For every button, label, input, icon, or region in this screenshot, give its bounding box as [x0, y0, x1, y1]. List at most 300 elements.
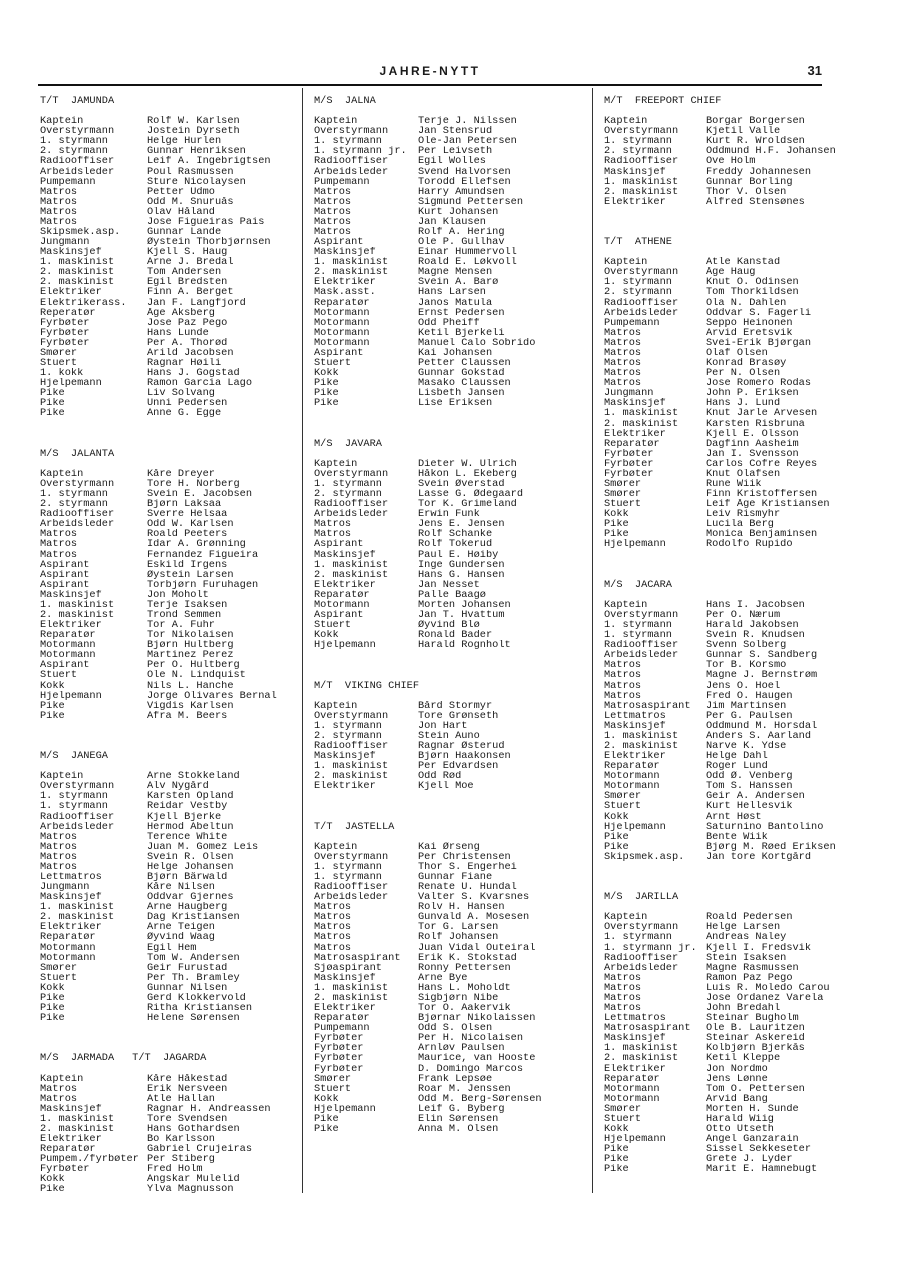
crew-name: Gunnar Gokstad [418, 368, 505, 379]
crew-role: 1. maskinist [604, 176, 679, 187]
crew-role: Pike [40, 388, 65, 399]
crew-name: Jan T. Hvattum [418, 609, 505, 621]
crew-row [40, 620, 302, 630]
crew-role: 1. styrmann [314, 872, 382, 883]
crew-name: Jorge Olivares Bernal [147, 690, 277, 701]
crew-role: Maskinsjef [604, 720, 666, 731]
crew-name: Roald E. Løkvoll [418, 257, 517, 268]
crew-row [604, 842, 900, 852]
crew-row [314, 761, 596, 771]
crew-row [40, 207, 302, 217]
title-spacer [604, 247, 900, 257]
crew-role: Matrosaspirant [604, 700, 691, 711]
crew-name: Jens E. Jensen [418, 519, 505, 530]
crew-name: Roald Pedersen [706, 912, 793, 923]
crew-row [604, 489, 900, 499]
crew-row [314, 741, 596, 751]
crew-role: Pumpem./fyrbøter [40, 1154, 139, 1165]
crew-row [604, 650, 900, 660]
crew-name: Olav Håland [147, 206, 215, 217]
crew-name: Svenn Solberg [706, 640, 787, 651]
crew-name: Gunnar S. Sandberg [706, 650, 818, 661]
crew-name: Leif A. Ingebrigtsen [147, 156, 271, 167]
crew-name: Alv Nygård [147, 781, 209, 792]
crew-name: Tore H. Norberg [147, 478, 240, 490]
crew-name: Leif Åge Kristiansen [706, 499, 830, 510]
crew-role: 1. styrmann [604, 630, 672, 641]
crew-role: Reparatør [40, 932, 96, 943]
crew-role: Motormann [314, 307, 370, 318]
crew-row [314, 701, 596, 711]
crew-row [604, 1124, 900, 1134]
ship-name: M/S JACARA [604, 578, 672, 591]
crew-role: 1. maskinist [604, 408, 679, 419]
crew-name: Tor K. Grimeland [418, 499, 517, 510]
crew-role: Fyrbøter [40, 337, 90, 348]
crew-row [40, 650, 302, 660]
crew-row [314, 932, 596, 942]
title-spacer [40, 459, 302, 469]
crew-role: Overstyrmann [314, 126, 389, 137]
crew-row [314, 721, 596, 731]
crew-name: Stein Isaksen [706, 952, 787, 963]
crew-role: Motormann [40, 942, 96, 953]
crew-name: Bjørn Hultberg [147, 640, 234, 651]
crew-row [314, 570, 596, 580]
crew-row [40, 983, 302, 993]
crew-row [604, 640, 900, 650]
crew-role: Pike [604, 1144, 629, 1155]
crew-name: Morten H. Sunde [706, 1103, 799, 1114]
crew-role: Kokk [40, 982, 65, 993]
crew-role: Overstyrmann [314, 851, 389, 862]
ship-name: M/S JANEGA [40, 750, 108, 763]
crew-name: Bente Wiik [706, 831, 768, 842]
crew-row [604, 741, 900, 751]
crew-name: Fernandez Figueira [147, 549, 259, 560]
crew-name: Gunnar Fiane [418, 872, 493, 883]
crew-role: Motormann [604, 781, 660, 792]
publication-title: JAHRE-NYTT [379, 64, 481, 78]
crew-row [40, 126, 302, 136]
crew-role: Arbeidsleder [314, 509, 389, 520]
crew-row [604, 298, 900, 308]
crew-role: Motormann [604, 771, 660, 782]
crew-role: Skipsmek.asp. [604, 851, 685, 862]
crew-row [40, 781, 302, 791]
crew-role: Matros [40, 196, 78, 207]
crew-name: Jan Klausen [418, 216, 486, 228]
crew-role: Matros [314, 942, 352, 953]
crew-role: Kaptein [40, 771, 84, 782]
crew-row [604, 973, 900, 983]
crew-role: Matros [604, 690, 642, 701]
crew-name: Rolf Schanke [418, 529, 493, 540]
crew-name: Gunnar Henriksen [147, 146, 246, 157]
crew-name: Bjørg M. Røed Eriksen [706, 841, 836, 852]
crew-row [40, 499, 302, 509]
crew-name: Jens O. Hoel [706, 680, 781, 691]
crew-row [604, 519, 900, 529]
crew-name: Fred Holm [147, 1164, 203, 1175]
crew-name: Odd S. Olsen [418, 1023, 493, 1034]
crew-name: Hans J. Gogstad [147, 368, 240, 379]
crew-row [604, 993, 900, 1003]
crew-name: Thor V. Olsen [706, 186, 787, 197]
crew-role: Matros [604, 378, 642, 389]
crew-role: Arbeidsleder [40, 821, 115, 832]
ship-name: T/T JASTELLA [314, 820, 395, 833]
crew-name: Sissel Sekkeseter [706, 1144, 812, 1155]
crew-role: Matros [314, 912, 352, 923]
crew-name: Steinar Bugholm [706, 1013, 799, 1024]
crew-row [604, 348, 900, 358]
crew-row [604, 1013, 900, 1023]
crew-row [40, 509, 302, 519]
crew-row [604, 459, 900, 469]
crew-name: Sigbjørn Nibe [418, 992, 499, 1004]
crew-row [40, 822, 302, 832]
crew-row [40, 801, 302, 811]
crew-name: Arild Jacobsen [147, 347, 234, 359]
crew-role: 2. styrmann [40, 146, 108, 157]
crew-row [604, 620, 900, 630]
crew-row [604, 1053, 900, 1063]
crew-row [604, 1043, 900, 1053]
crew-name: Carlos Cofre Reyes [706, 458, 818, 469]
crew-name: Sverre Helsaa [147, 509, 228, 520]
crew-name: Terje J. Nilssen [418, 116, 517, 127]
crew-role: Aspirant [314, 609, 364, 621]
crew-row [604, 812, 900, 822]
crew-row [314, 539, 596, 549]
crew-role: Elektriker [314, 579, 376, 590]
crew-role: Matros [40, 851, 78, 862]
crew-name: Magne J. Bernstrøm [706, 670, 818, 681]
crew-name: Jan Stensrud [418, 126, 493, 137]
crew-role: Jungmann [604, 388, 654, 399]
crew-role: Overstyrmann [604, 609, 679, 621]
crew-row [604, 922, 900, 932]
title-spacer [314, 691, 596, 701]
crew-row [40, 388, 302, 398]
crew-name: Ronald Bader [418, 630, 493, 641]
crew-role: Aspirant [40, 660, 90, 671]
crew-role: Matros [40, 186, 78, 197]
crew-role: 1. styrmann [314, 861, 382, 873]
ship-title [314, 681, 596, 691]
crew-role: Pike [40, 992, 65, 1004]
crew-name: Helge Dahl [706, 751, 768, 762]
crew-row [40, 408, 302, 418]
crew-name: Seppo Heinonen [706, 317, 793, 328]
crew-role: Pike [40, 1003, 65, 1014]
crew-role: 2. maskinist [604, 418, 679, 429]
crew-role: Reparatør [604, 761, 660, 772]
crew-name: Ramon Paz Pego [706, 972, 793, 983]
crew-role: Overstyrmann [314, 468, 389, 479]
crew-role: Matros [40, 1093, 78, 1104]
crew-role: Radiooffiser [604, 297, 679, 308]
crew-row [40, 378, 302, 388]
crew-name: Tom Andersen [147, 267, 222, 278]
crew-role: Matros [604, 337, 642, 348]
crew-role: Fyrbøter [314, 1033, 364, 1044]
crew-role: Hjelpemann [40, 378, 102, 389]
crew-role: Maskinsjef [40, 1103, 102, 1114]
crew-name: Gunvald A. Mosesen [418, 912, 530, 923]
crew-name: Thor S. Engerhei [418, 861, 517, 873]
crew-row [604, 509, 900, 519]
crew-role: Kaptein [604, 599, 648, 610]
crew-name: Kåre Nilsen [147, 882, 215, 893]
crew-role: Overstyrmann [314, 710, 389, 721]
crew-row [40, 640, 302, 650]
crew-name: Rodolfo Rupido [706, 539, 793, 550]
crew-name: Marit E. Hamnebugt [706, 1164, 818, 1175]
crew-role: Reparatør [314, 589, 370, 600]
crew-name: Jostein Dyrseth [147, 126, 240, 137]
crew-role: Fyrbøter [314, 1053, 364, 1064]
crew-name: Rune Wiik [706, 478, 762, 490]
crew-name: Hermod Abeltun [147, 821, 234, 832]
crew-name: Odd Ø. Venberg [706, 771, 793, 782]
crew-role: Kokk [314, 1093, 339, 1104]
crew-row [314, 1084, 596, 1094]
crew-name: Atle Kanstad [706, 257, 781, 268]
crew-role: Pumpemann [40, 176, 96, 187]
crew-row [604, 832, 900, 842]
crew-name: Øyvind Blø [418, 620, 480, 631]
title-spacer [604, 590, 900, 600]
crew-name: Petter Udmo [147, 186, 215, 197]
crew-row [40, 993, 302, 1003]
column-middle [314, 96, 596, 1134]
crew-name: Odd Rød [418, 771, 462, 782]
crew-name: Valter S. Kvarsnes [418, 892, 530, 903]
crew-name: Jon Nordmo [706, 1063, 768, 1074]
crew-row [40, 701, 302, 711]
crew-role: 2. maskinist [314, 569, 389, 580]
crew-row [314, 580, 596, 590]
crew-row [604, 136, 900, 146]
ship-title [314, 96, 596, 106]
crew-role: Kaptein [604, 257, 648, 268]
crew-role: Matros [604, 1003, 642, 1014]
crew-name: Jim Martinsen [706, 700, 787, 711]
crew-name: Hans Larsen [418, 287, 486, 298]
crew-name: Ragnar Høili [147, 358, 222, 369]
crew-row [40, 771, 302, 781]
ship-title [604, 96, 900, 106]
crew-row [40, 580, 302, 590]
crew-role: Matros [40, 549, 78, 560]
crew-row [314, 983, 596, 993]
crew-row [314, 1124, 596, 1134]
crew-row [604, 328, 900, 338]
crew-role: Stuert [314, 358, 352, 369]
crew-name: Magne Rasmussen [706, 962, 799, 973]
crew-row [314, 711, 596, 721]
crew-row [604, 932, 900, 942]
crew-role: Pike [314, 1113, 339, 1124]
crew-role: Maskinsjef [314, 972, 376, 983]
crew-name: Manuel Calo Sobrido [418, 337, 536, 348]
crew-row [604, 721, 900, 731]
crew-role: Pike [604, 519, 629, 530]
crew-role: Radiooffiser [314, 499, 389, 510]
crew-name: Kjell Moe [418, 781, 474, 792]
crew-name: Stein Auno [418, 730, 480, 741]
crew-name: Juan M. Gomez Leis [147, 841, 259, 852]
crew-name: John Bredahl [706, 1003, 781, 1014]
crew-role: Kaptein [40, 1073, 84, 1084]
crew-name: Kai Johansen [418, 347, 493, 359]
crew-name: Jens Lønne [706, 1073, 768, 1084]
crew-name: Eskild Irgens [147, 559, 228, 570]
crew-role: Lettmatros [604, 710, 666, 721]
crew-role: Pike [314, 398, 339, 409]
ship-name: M/S JARMADA [40, 1052, 115, 1065]
crew-row [314, 378, 596, 388]
crew-row [40, 963, 302, 973]
crew-role: Motormann [40, 650, 96, 661]
crew-row [314, 1043, 596, 1053]
crew-role: 1. maskinist [40, 599, 115, 610]
crew-row [604, 701, 900, 711]
crew-role: Skipsmek.asp. [40, 227, 121, 238]
crew-name: Tom Thorkildsen [706, 287, 799, 298]
crew-name: Erik Nersveen [147, 1083, 228, 1094]
crew-role: Elektriker [604, 1063, 666, 1074]
crew-row [604, 731, 900, 741]
crew-row [314, 509, 596, 519]
crew-name: Petter Claussen [418, 358, 511, 369]
crew-name: Trond Semmen [147, 609, 222, 621]
crew-name: Roger Lund [706, 761, 768, 772]
crew-row [604, 1023, 900, 1033]
crew-row [40, 298, 302, 308]
crew-name: Bjørn Haakonsen [418, 751, 511, 762]
crew-name: Arnt Høst [706, 811, 762, 822]
crew-name: Harald Rognholt [418, 640, 511, 651]
crew-row [40, 842, 302, 852]
crew-row [314, 519, 596, 529]
crew-role: 2. maskinist [40, 267, 115, 278]
crew-role: Maskinsjef [314, 247, 376, 258]
crew-name: Tore Svendsen [147, 1113, 228, 1124]
crew-row [314, 177, 596, 187]
crew-role: Maskinsjef [40, 589, 102, 600]
crew-row [40, 328, 302, 338]
crew-name: Helge Larsen [706, 922, 781, 933]
crew-row [604, 761, 900, 771]
crew-row [40, 116, 302, 126]
crew-row [314, 640, 596, 650]
crew-name: Sture Nicolaysen [147, 176, 246, 187]
crew-role: Kokk [604, 509, 629, 520]
crew-role: Arbeidsleder [604, 307, 679, 318]
crew-role: Kokk [40, 1174, 65, 1185]
crew-role: Stuert [604, 499, 642, 510]
crew-name: Leiv Rismyhr [706, 509, 781, 520]
crew-name: Ylva Magnusson [147, 1184, 234, 1195]
crew-name: Per Christensen [418, 851, 511, 862]
crew-row [40, 902, 302, 912]
crew-name: Hans Gothardsen [147, 1123, 240, 1135]
crew-role: Aspirant [314, 347, 364, 359]
crew-role: 1. styrmann [40, 801, 108, 812]
crew-name: Harald Wiig [706, 1113, 774, 1124]
crew-row [40, 1144, 302, 1154]
crew-role: Radiooffiser [40, 156, 115, 167]
crew-name: Svein R. Knudsen [706, 630, 805, 641]
ship-block [604, 96, 900, 207]
crew-name: Vigdis Karlsen [147, 700, 234, 711]
crew-row [40, 660, 302, 670]
crew-row [604, 338, 900, 348]
crew-row [314, 126, 596, 136]
crew-role: Aspirant [40, 559, 90, 570]
crew-row [314, 358, 596, 368]
crew-name: Øystein Thorbjørnsen [147, 237, 271, 248]
crew-name: Ove Holm [706, 156, 756, 167]
crew-name: Gunnar Borling [706, 176, 793, 187]
crew-name: Afra M. Beers [147, 710, 228, 721]
crew-name: Karsten Risbruna [706, 418, 805, 429]
crew-name: Anders S. Aarland [706, 730, 812, 741]
crew-row [40, 136, 302, 146]
crew-name: Oddvar S. Fagerli [706, 307, 812, 318]
crew-row [314, 257, 596, 267]
crew-row [604, 368, 900, 378]
crew-row [314, 852, 596, 862]
crew-role: Kaptein [604, 116, 648, 127]
crew-row [314, 489, 596, 499]
crew-row [604, 822, 900, 832]
crew-row [40, 187, 302, 197]
crew-row [314, 963, 596, 973]
crew-role: Matros [314, 519, 352, 530]
crew-row [314, 943, 596, 953]
crew-row [40, 1104, 302, 1114]
crew-row [40, 932, 302, 942]
crew-row [40, 177, 302, 187]
ship-block [604, 237, 900, 549]
crew-role: Matros [314, 902, 352, 913]
crew-role: Reparatør [314, 1013, 370, 1024]
crew-row [604, 408, 900, 418]
crew-row [314, 550, 596, 560]
crew-name: Øyvind Waag [147, 932, 215, 943]
crew-row [604, 479, 900, 489]
crew-name: Freddy Johannesen [706, 166, 812, 177]
crew-row [314, 338, 596, 348]
crew-role: Stuert [604, 1113, 642, 1124]
crew-name: Tom O. Pettersen [706, 1083, 805, 1094]
crew-role: 1. maskinist [314, 559, 389, 570]
crew-row [604, 1164, 900, 1174]
crew-role: 2. maskinist [40, 609, 115, 621]
crew-name: Kjell I. Fredsvik [706, 942, 812, 953]
crew-role: 2. maskinist [314, 771, 389, 782]
crew-row [40, 872, 302, 882]
crew-role: Reparatør [604, 438, 660, 449]
ship-name: M/S JALANTA [40, 447, 115, 460]
crew-role: Smører [40, 347, 78, 359]
crew-row [604, 126, 900, 136]
crew-row [40, 539, 302, 549]
